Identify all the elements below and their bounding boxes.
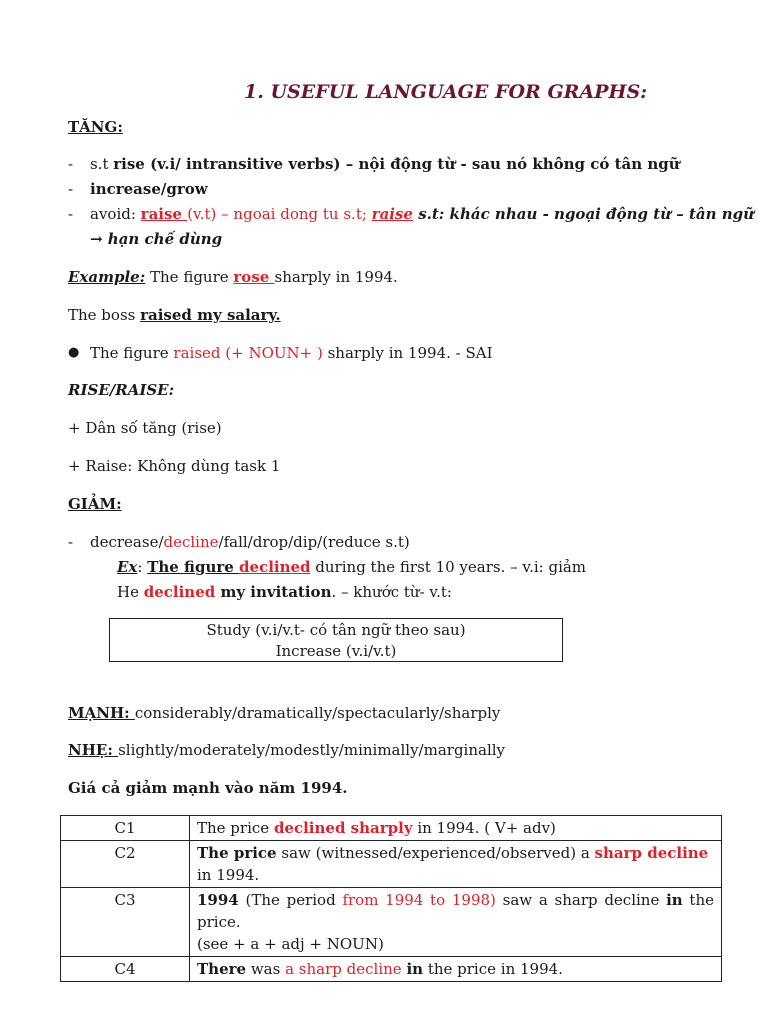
bullet-icon: ● xyxy=(68,345,80,360)
dash-marker: - xyxy=(68,180,74,198)
nhe-line: NHẸ: slightly/moderately/modestly/minimally/marginally xyxy=(68,741,506,759)
tang-item-increase: increase/grow xyxy=(90,180,208,198)
bullet-line: The figure raised (+ NOUN+ ) sharply in 1994. - SAI xyxy=(90,344,493,362)
row-id: C3 xyxy=(61,888,190,957)
table-row xyxy=(61,888,722,957)
giam-line-1: decrease/decline/fall/drop/dip/(reduce s.t) xyxy=(90,533,410,551)
giam-example: Ex: The figure declined during the first 10 years. – v.i: giảm xyxy=(117,558,587,576)
manh-line: MẠNH: considerably/dramatically/spectacularly/sharply xyxy=(68,704,501,722)
row-text: 1994 (The period from 1994 to 1998) saw a sharp decline in the price. (see + a + adj + NOUN) xyxy=(190,888,722,957)
tang-item-avoid-cont: → hạn chế dùng xyxy=(90,230,223,248)
row-id: C1 xyxy=(61,816,190,841)
box-line-1: Study (v.i/v.t- có tân ngữ theo sau) xyxy=(206,621,466,639)
rise-raise-line-1: + Dân số tăng (rise) xyxy=(68,419,222,437)
table-row xyxy=(61,816,722,841)
giam-heading: GIẢM: xyxy=(68,495,122,513)
page-title: 1. USEFUL LANGUAGE FOR GRAPHS: xyxy=(244,81,648,103)
example-line: Example: The figure rose sharply in 1994. xyxy=(68,268,398,286)
row-id: C2 xyxy=(61,841,190,888)
row-text: There was a sharp decline in the price in 1994. xyxy=(190,957,722,982)
dash-marker: - xyxy=(68,205,74,223)
row-text: The price declined sharply in 1994. ( V+ adv) xyxy=(190,816,722,841)
row-id: C4 xyxy=(61,957,190,982)
dash-marker: - xyxy=(68,155,74,173)
tang-item-avoid: avoid: raise (v.t) – ngoai dong tu s.t; raise s.t: khác nhau - ngoại động từ – tân ngữ xyxy=(90,205,755,223)
gia-line: Giá cả giảm mạnh vào năm 1994. xyxy=(68,779,348,797)
tang-heading: TĂNG: xyxy=(68,118,123,136)
rise-raise-line-2: + Raise: Không dùng task 1 xyxy=(68,457,281,475)
dash-marker: - xyxy=(68,533,74,551)
rise-raise-heading: RISE/RAISE: xyxy=(68,381,175,399)
verb-type-box xyxy=(109,618,563,662)
tang-item-rise: s.t rise (v.i/ intransitive verbs) – nội động từ - sau nó không có tân ngữ xyxy=(90,155,680,173)
table-row xyxy=(61,957,722,982)
box-line-2: Increase (v.i/v.t) xyxy=(275,642,397,660)
giam-he-line: He declined my invitation. – khước từ- v.t: xyxy=(117,583,452,601)
row-text: The price saw (witnessed/experienced/observed) a sharp decline in 1994. xyxy=(190,841,722,888)
examples-table xyxy=(60,815,722,982)
boss-line: The boss raised my salary. xyxy=(68,306,281,324)
table-row xyxy=(61,841,722,888)
